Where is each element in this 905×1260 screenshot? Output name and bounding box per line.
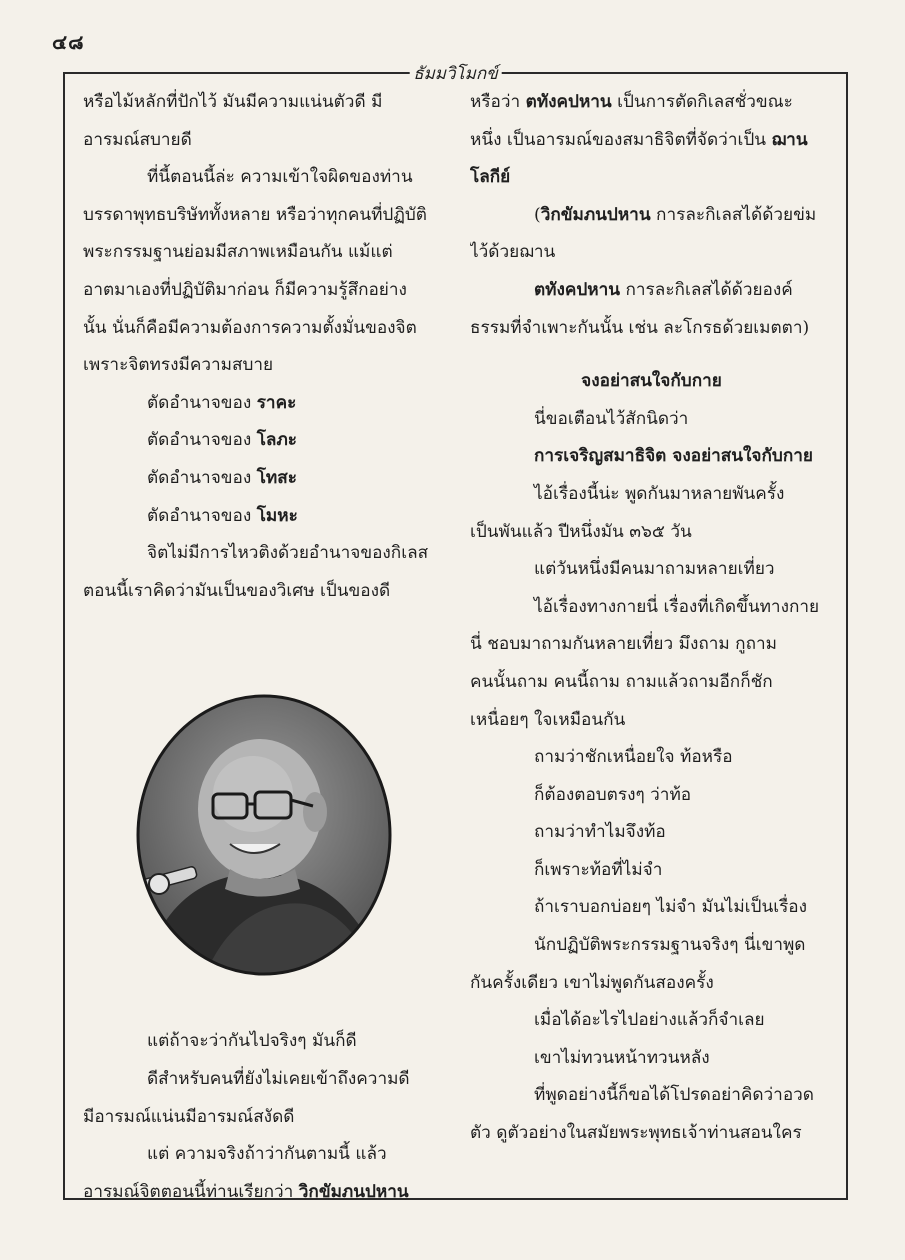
text-line xyxy=(470,272,833,310)
text-line: พระกรรมฐานย่อมมีสภาพเหมือนกัน แม้แต่ xyxy=(83,242,393,263)
text-line: ไอ้เรื่องทางกายนี่ เรื่องที่เกิดขึ้นทางกาย xyxy=(534,596,820,617)
text-line: แต่ ความจริงถ้าว่ากันตามนี้ แล้ว xyxy=(147,1144,387,1165)
text-line: แต่วันหนึ่งมีคนมาถามหลายเที่ยว xyxy=(534,559,775,580)
cut-term: โมหะ xyxy=(256,505,298,526)
text-line xyxy=(470,197,833,235)
bold-term: โลกีย์ xyxy=(470,167,511,188)
text-line: นักปฏิบัติพระกรรมฐานจริงๆ นี่เขาพูด xyxy=(534,935,806,956)
text-line: นี่ขอเตือนไว้สักนิดว่า xyxy=(534,408,689,429)
text-span: การละกิเลสได้ด้วยข่ม xyxy=(650,204,817,225)
text-line: แต่ถ้าจะว่ากันไปจริงๆ มันก็ดี xyxy=(147,1031,357,1052)
bold-term: วิกขัมภนปหาน xyxy=(298,1181,409,1202)
section-heading xyxy=(470,363,833,401)
text-line: ไอ้เรื่องนี้น่ะ พูดกันมาหลายพันครั้ง xyxy=(534,483,785,504)
right-column xyxy=(470,84,833,1188)
section-heading-text: จงอย่าสนใจกับกาย xyxy=(581,371,722,392)
bold-term: ฌาน xyxy=(771,129,808,150)
text-line: ไว้ด้วยฌาน xyxy=(470,242,556,263)
text-line xyxy=(470,84,833,122)
text-line: เหนื่อยๆ ใจเหมือนกัน xyxy=(470,709,626,730)
running-header: ธัมมวิโมกข์ xyxy=(409,60,502,87)
text-line: เพราะจิตทรงมีความสบาย xyxy=(83,355,274,376)
text-span: การละกิเลสได้ด้วยองค์ xyxy=(620,279,793,300)
text-line: จิตไม่มีการไหวติงด้วยอำนาจของกิเลส xyxy=(147,543,429,564)
portrait-photo xyxy=(135,694,393,976)
text-line xyxy=(470,122,833,160)
text-line xyxy=(83,1174,445,1212)
bold-term: การเจริญสมาธิจิต จงอย่าสนใจกับกาย xyxy=(534,446,813,467)
cut-prefix: ตัดอำนาจของ xyxy=(147,392,252,413)
text-line: เมื่อได้อะไรไปอย่างแล้วก็จำเลย xyxy=(534,1010,765,1031)
text-line: ที่นี้ตอนนี้ล่ะ ความเข้าใจผิดของท่าน xyxy=(147,167,413,188)
text-line: ที่พูดอย่างนี้ก็ขอได้โปรดอย่าคิดว่าอวด xyxy=(534,1085,814,1106)
bold-term: ตทังคปหาน xyxy=(525,92,612,112)
cut-line xyxy=(83,460,445,498)
text-line: คนนั้นถาม คนนี้ถาม ถามแล้วถามอีกก็ชัก xyxy=(470,671,773,692)
text-line: อารมณ์สบายดี xyxy=(83,129,192,150)
text-line: นั้น นั่นก็คือมีความต้องการความตั้งมั่นของจิต xyxy=(83,317,417,338)
text-span: หนึ่ง เป็นอารมณ์ของสมาธิจิตที่จัดว่าเป็น xyxy=(470,129,772,150)
text-line: ถ้าเราบอกบ่อยๆ ไม่จำ มันไม่เป็นเรื่อง xyxy=(534,897,808,918)
text-span: เป็นการตัดกิเลสชั่วขณะ xyxy=(611,92,793,112)
cut-line xyxy=(83,498,445,536)
text-line: กันครั้งเดียว เขาไม่พูดกันสองครั้ง xyxy=(470,972,714,993)
left-column xyxy=(83,84,445,1202)
cut-prefix: ตัดอำนาจของ xyxy=(147,467,252,488)
cut-term: โทสะ xyxy=(256,467,297,488)
bold-term: วิกขัมภนปหาน xyxy=(540,204,651,225)
text-line: มีอารมณ์แน่นมีอารมณ์สงัดดี xyxy=(83,1106,295,1127)
text-line: ตอนนี้เราคิดว่ามันเป็นของวิเศษ เป็นของดี xyxy=(83,580,391,601)
text-line: อาตมาเองที่ปฏิบัติมาก่อน ก็มีความรู้สึกอย่าง xyxy=(83,279,407,300)
text-line: ถามว่าทำไมจึงท้อ xyxy=(534,822,666,843)
cut-line xyxy=(83,385,445,423)
text-line xyxy=(470,438,833,476)
text-line: เป็นพันแล้ว ปีหนึ่งมัน ๓๖๕ วัน xyxy=(470,521,692,542)
text-line: เขาไม่ทวนหน้าทวนหลัง xyxy=(534,1047,710,1068)
text-span: หรือว่า xyxy=(470,92,526,112)
text-line: นี่ ชอบมาถามกันหลายเที่ยว มึงถาม กูถาม xyxy=(470,634,777,655)
text-line: ก็เพราะท้อที่ไม่จำ xyxy=(534,859,663,880)
page-frame xyxy=(63,64,848,1202)
text-line: หรือไม้หลักที่ปักไว้ มันมีความแน่นตัวดี มี xyxy=(83,92,383,112)
section-gap xyxy=(470,347,833,363)
cut-prefix: ตัดอำนาจของ xyxy=(147,505,252,526)
portrait-illustration xyxy=(135,694,393,976)
cut-prefix: ตัดอำนาจของ xyxy=(147,430,252,451)
text-line: บรรดาพุทธบริษัททั้งหลาย หรือว่าทุกคนที่ปฏิบัติ xyxy=(83,204,427,225)
text-line: ดีสำหรับคนที่ยังไม่เคยเข้าถึงความดี xyxy=(147,1068,410,1089)
text-line: ถามว่าชักเหนื่อยใจ ท้อหรือ xyxy=(534,747,733,768)
text-span: ( xyxy=(534,204,541,225)
page-number: ๔๘ xyxy=(52,30,85,54)
text-line xyxy=(470,159,833,197)
cut-term: โลภะ xyxy=(256,430,298,451)
bold-term: ตทังคปหาน xyxy=(534,279,621,300)
text-span: อารมณ์จิตตอนนี้ท่านเรียกว่า xyxy=(83,1181,299,1202)
text-line: ก็ต้องตอบตรงๆ ว่าท้อ xyxy=(534,784,692,805)
cut-line xyxy=(83,422,445,460)
cut-term: ราคะ xyxy=(256,392,297,413)
text-line: ธรรมที่จำเพาะกันนั้น เช่น ละโกรธด้วยเมตตา) xyxy=(470,317,810,338)
text-line: ตัว ดูตัวอย่างในสมัยพระพุทธเจ้าท่านสอนใคร xyxy=(470,1123,802,1144)
